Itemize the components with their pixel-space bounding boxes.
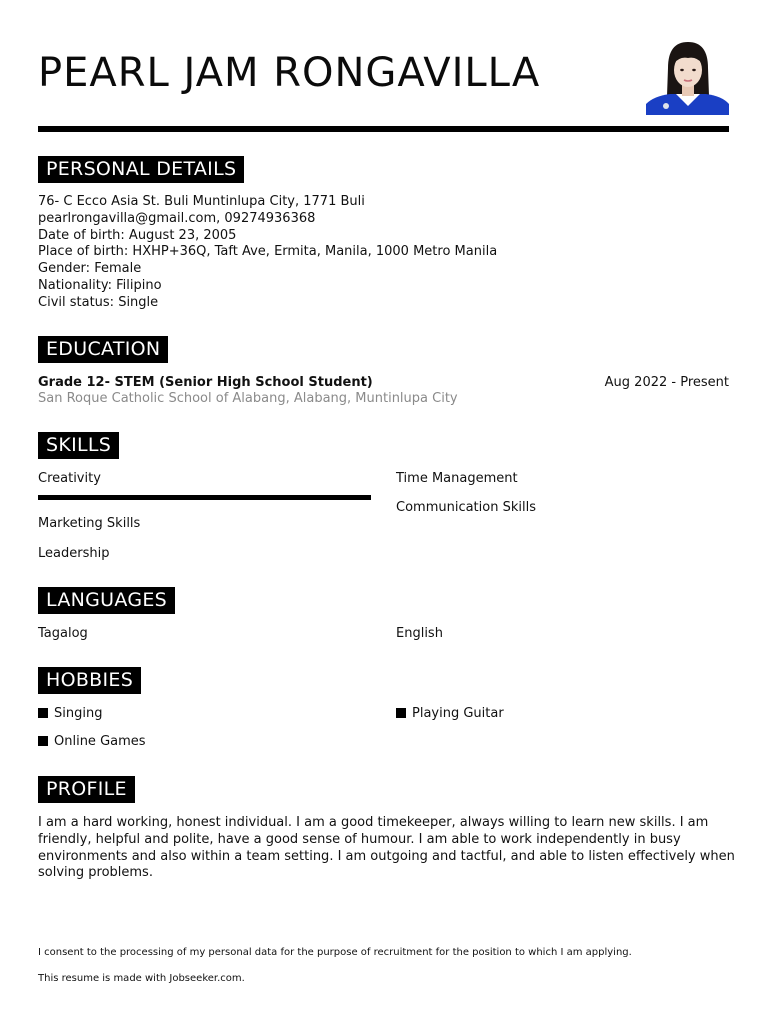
skill-item-marketing: Marketing Skills bbox=[38, 516, 141, 531]
square-bullet-icon bbox=[38, 736, 48, 746]
hobby-label: Playing Guitar bbox=[412, 706, 504, 721]
hobby-label: Singing bbox=[54, 706, 103, 721]
made-with-note: This resume is made with Jobseeker.com. bbox=[38, 973, 245, 984]
header-divider bbox=[38, 126, 729, 132]
education-degree: Grade 12- STEM (Senior High School Student) bbox=[38, 375, 373, 390]
hobby-item bbox=[396, 706, 504, 721]
skill-level-bar bbox=[38, 495, 371, 500]
civil-status-line: Civil status: Single bbox=[38, 294, 159, 310]
language-item: Tagalog bbox=[38, 626, 88, 641]
gender-line: Gender: Female bbox=[38, 261, 142, 277]
square-bullet-icon bbox=[396, 708, 406, 718]
skill-item-creativity: Creativity bbox=[38, 471, 101, 486]
skill-item-leadership: Leadership bbox=[38, 546, 110, 561]
nationality-line: Nationality: Filipino bbox=[38, 277, 162, 293]
section-title-profile: PROFILE bbox=[38, 776, 135, 803]
place-of-birth-line: Place of birth: HXHP+36Q, Taft Ave, Ermita, Manila, 1000 Metro Manila bbox=[38, 244, 498, 260]
section-title-skills: SKILLS bbox=[38, 432, 119, 459]
hobby-item bbox=[38, 706, 102, 721]
profile-photo bbox=[646, 38, 729, 115]
skill-item-communication: Communication Skills bbox=[396, 500, 536, 515]
hobby-label: Online Games bbox=[54, 734, 146, 749]
section-title-education: EDUCATION bbox=[38, 336, 168, 363]
section-title-personal-details: PERSONAL DETAILS bbox=[38, 156, 244, 183]
date-of-birth-line: Date of birth: August 23, 2005 bbox=[38, 227, 237, 243]
consent-note: I consent to the processing of my personal data for the purpose of recruitment for the position to which I am applying. bbox=[38, 947, 632, 958]
personal-details-list bbox=[38, 194, 497, 312]
address-line: 76- C Ecco Asia St. Buli Muntinlupa City, 1771 Buli bbox=[38, 194, 365, 209]
hobby-item bbox=[38, 734, 146, 749]
skill-item-time-management: Time Management bbox=[396, 471, 518, 486]
contact-line: pearlrongavilla@gmail.com, 09274936368 bbox=[38, 210, 316, 226]
section-title-languages: LANGUAGES bbox=[38, 587, 175, 614]
square-bullet-icon bbox=[38, 708, 48, 718]
profile-summary: I am a hard working, honest individual. I am a good timekeeper, always willing to learn new skills. I am friendly, helpful and polite, have a good sense of humour. I am able to work independently in busy environments and also within a team setting. I am outgoing and tactful, and able to listen effectively when solving problems. bbox=[38, 815, 735, 881]
language-item: English bbox=[396, 626, 443, 641]
education-school: San Roque Catholic School of Alabang, Alabang, Muntinlupa City bbox=[38, 391, 458, 406]
resume-name: PEARL JAM RONGAVILLA bbox=[38, 50, 541, 96]
section-title-hobbies: HOBBIES bbox=[38, 667, 141, 694]
education-dates: Aug 2022 - Present bbox=[604, 375, 729, 390]
